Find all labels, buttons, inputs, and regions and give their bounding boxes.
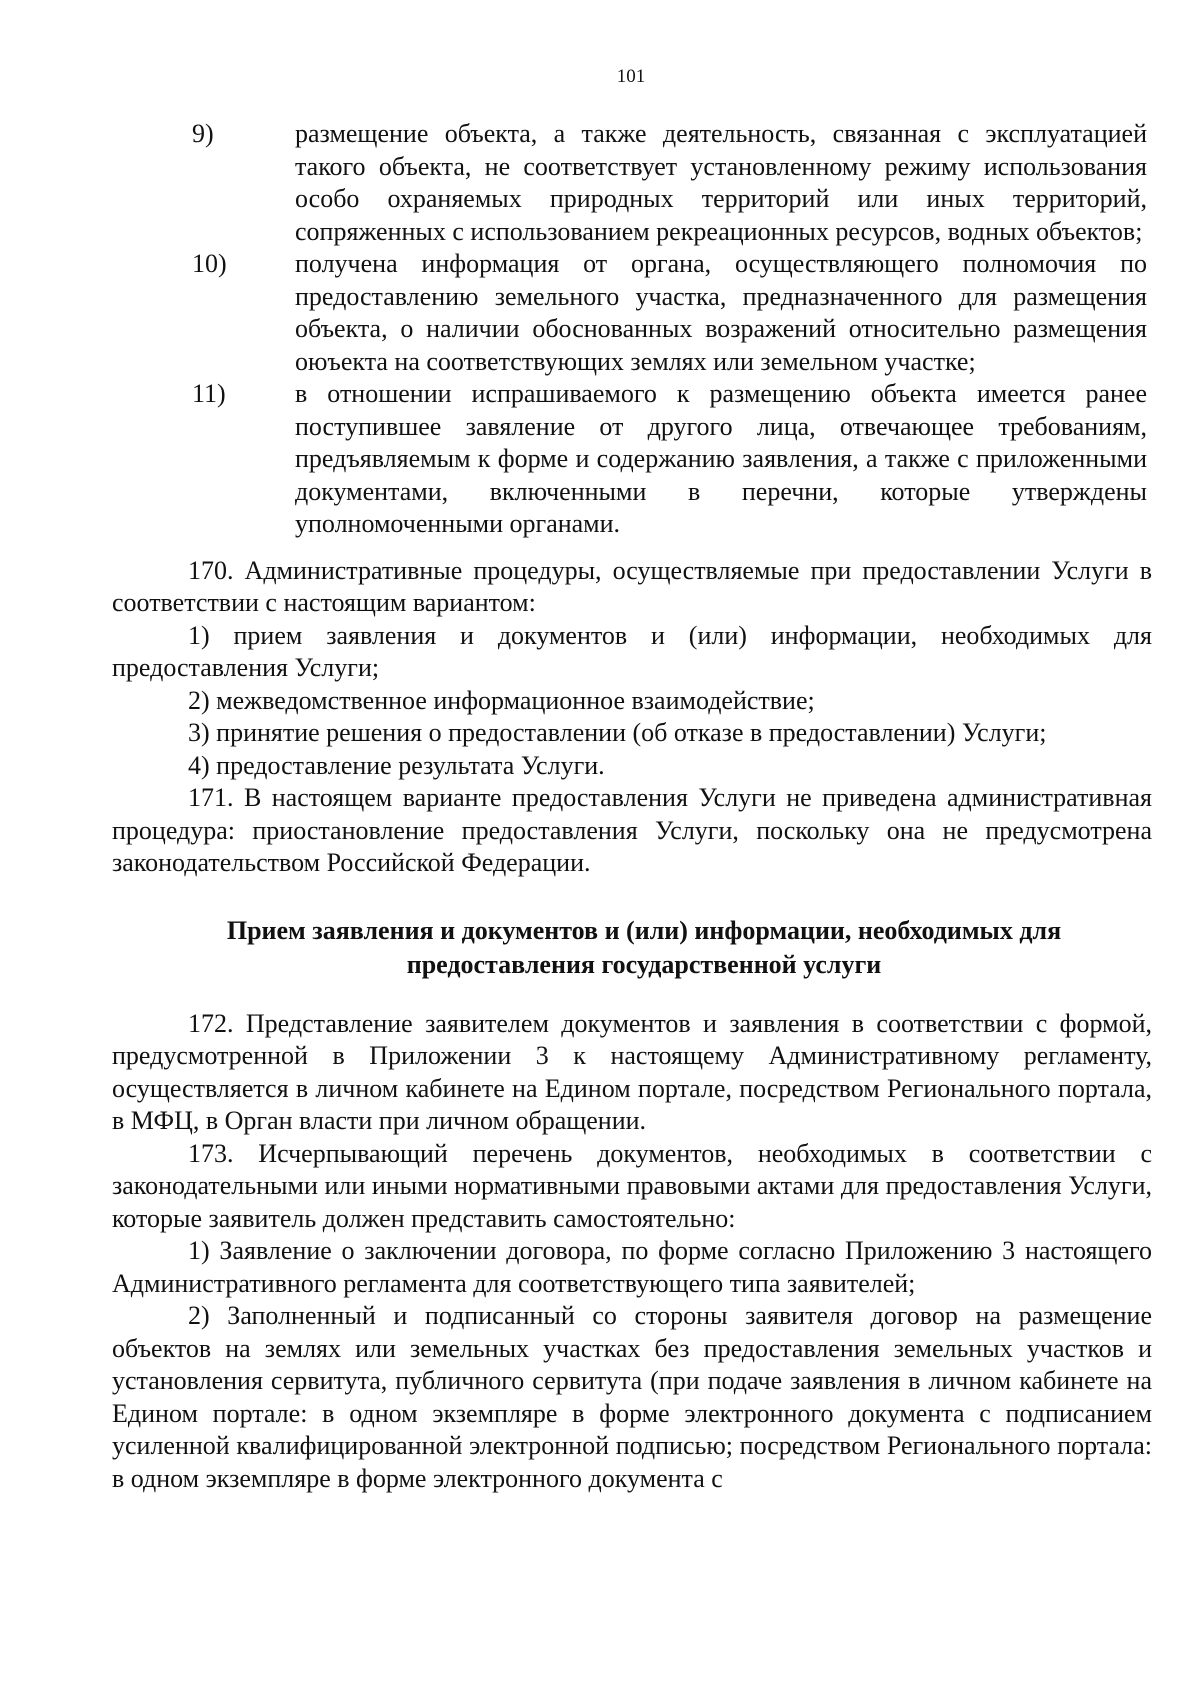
page-number: 101 (616, 66, 646, 87)
document-body (112, 118, 1152, 1495)
paragraph-170-item-2: 2) межведомственное информационное взаимодействие; (188, 685, 815, 715)
list-item-number: 11) (192, 379, 226, 408)
list-item (112, 248, 1152, 378)
paragraph-170-item-4: 4) предоставление результата Услуги. (188, 750, 605, 780)
paragraph-173: 173. Исчерпывающий перечень документов, необходимых в соответствии с законодательными или иными нормативными правовыми актами для предоставления Услуги, которые заявитель должен представить самостоятельно: (112, 1138, 1152, 1233)
list-item-text: получена информация от органа, осуществляющего полномочия по предоставлению земельного участка, предназначенного для размещения объекта, о наличии обоснованных возражений относительно размещения оюъекта на соответствующих землях или земельном участке; (295, 249, 1147, 376)
spacer (112, 541, 1152, 555)
paragraph-170: 170. Административные процедуры, осуществляемые при предоставлении Услуги в соответствии с настоящим вариантом: (112, 555, 1152, 617)
list-item-text: размещение объекта, а также деятельность, связанная с эксплуатацией такого объекта, не соответствует установленному режиму использования особо охраняемых природных территорий или иных территорий, сопряженных с использованием рекреационных ресурсов, водных объектов; (295, 119, 1147, 246)
list-item-text: в отношении испрашиваемого к размещению объекта имеется ранее поступившее завяление от другого лица, отвечающее требованиям, предъявляемым к форме и содержанию заявления, а также с приложенными документами, включенными в перечни, которые утверждены уполномоченными органами. (295, 379, 1147, 538)
list-item (112, 378, 1152, 541)
paragraph-173-item-2: 2) Заполненный и подписанный со стороны заявителя договор на размещение объектов на землях или земельных участках без предоставления земельных участков и установления сервитута, публичного сервитута (при подаче заявления в личном кабинете на Едином портале: в одном экземпляре в форме электронного документа с подписанием усиленной квалифицированной электронной подписью; посредством Регионального портала: в одном экземпляре в форме электронного документа с (112, 1301, 1152, 1493)
section-heading: Прием заявления и документов и (или) информации, необходимых для предоставления государственной услуги (226, 915, 1062, 979)
paragraph-171: 171. В настоящем варианте предоставления Услуги не приведена административная процедура: приостановление предоставления Услуги, поскольку она не предусмотрена законодательством Российской Федерации. (112, 783, 1152, 877)
list-item-number: 9) (192, 119, 214, 148)
paragraph-172: 172. Представление заявителем документов и заявления в соответствии с формой, предусмотренной в Приложении 3 к настоящему Административному регламенту, осуществляется в личном кабинете на Едином портале, посредством Регионального портала, в МФЦ, в Орган власти при личном обращении. (112, 1008, 1152, 1135)
paragraph-170-item-3: 3) принятие решения о предоставлении (об отказе в предоставлении) Услуги; (188, 718, 1047, 747)
paragraph-170-item-1: 1) прием заявления и документов и (или) информации, необходимых для предоставления Услуги; (112, 620, 1152, 682)
list-item-number: 10) (192, 249, 227, 278)
list-item (112, 118, 1152, 248)
paragraph-173-item-1: 1) Заявление о заключении договора, по форме согласно Приложению 3 настоящего Административного регламента для соответствующего типа заявителей; (112, 1236, 1152, 1298)
